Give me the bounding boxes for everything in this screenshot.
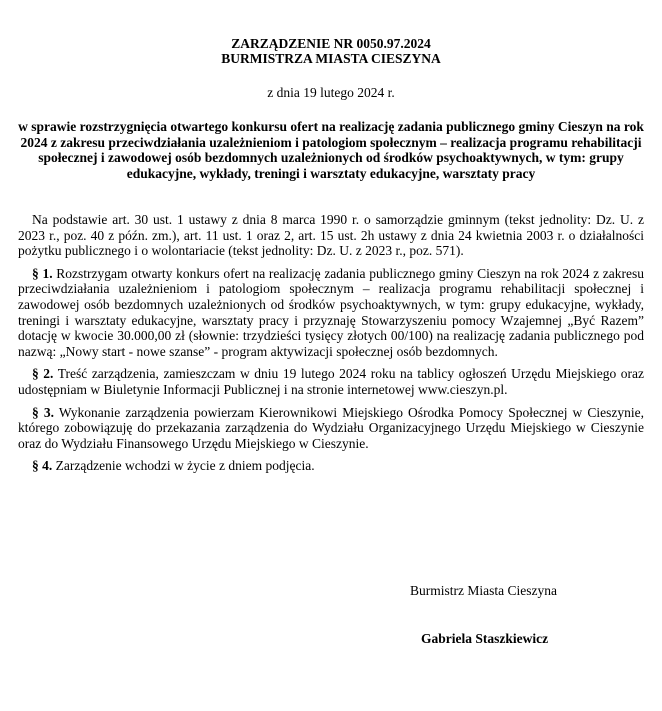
paragraph-number: § 3. [32,404,54,420]
signature-name: Gabriela Staszkiewicz [421,631,549,646]
document-date: z dnia 19 lutego 2024 r. [267,85,395,100]
document-body [18,212,644,481]
document-subject: w sprawie rozstrzygnięcia otwartego konkursu ofert na realizację zadania publicznego gminy Cieszyn na rok 2024 z zakresu przeciwdziałania uzależnieniom i patologiom społecznym – realizacja programu rehabilitacji społecznej i zawodowej osób bezdomnych uzależnionych od środków psychoaktywnych, w tym: grupy edukacyjne, wykłady, treningi i warsztaty edukacyjne, warsztaty pracy [18,119,644,181]
signature-title: Burmistrz Miasta Cieszyna [410,583,557,598]
paragraph-text: Rozstrzygam otwarty konkurs ofert na realizację zadania publicznego gminy Cieszyn na rok 2024 z zakresu przeciwdziałania uzależnieniom i patologiom społecznym – realizacja programu rehabilitacji społecznej i zawodowej osób bezdomnych uzależnionych od środków psychoaktywnych, w tym: grupy edukacyjne, wykłady, treningi i warsztaty edukacyjne, warsztaty pracy i przyznaję Stowarzyszeniu pomocy Wzajemnej „Być Razem” dotację w kwocie 30.000,00 zł (słownie: trzydzieści tysięcy złotych 00/100) na realizację zadania publicznego pod nazwą: „Nowy start - nowe szanse” - program aktywizacji społecznej osób bezdomnych. [18,265,645,359]
paragraph-text: Zarządzenie wchodzi w życie z dniem podjęcia. [52,458,315,474]
document-title: ZARZĄDZENIE NR 0050.97.2024 [231,36,431,51]
paragraph-text: Wykonanie zarządzenia powierzam Kierownikowi Miejskiego Ośrodka Pomocy Społecznej w Cieszynie, którego zobowiązuję do przekazania zarządzenia do Wydziału Organizacyjnego Urzędu Miejskiego w Cieszynie oraz do Wydziału Finansowego Urzędu Miejskiego w Cieszynie. [18,404,644,451]
paragraph-number: § 4. [32,458,53,474]
paragraph-1 [18,266,644,360]
document-header [0,36,662,66]
paragraph-text: Treść zarządzenia, zamieszczam w dniu 19 lutego 2024 roku na tablicy ogłoszeń Urzędu Miejskiego oraz udostępniam w Biuletynie Informacji Publicznej i na stronie internetowej www.cieszyn.pl. [18,366,644,397]
paragraph-2 [18,366,644,397]
paragraph-number: § 1. [32,265,53,281]
paragraph-4 [18,458,644,474]
document-issuer: BURMISTRZA MIASTA CIESZYNA [221,51,441,66]
preamble: Na podstawie art. 30 ust. 1 ustawy z dnia 8 marca 1990 r. o samorządzie gminnym (tekst jednolity: Dz. U. z 2023 r., poz. 40 z późn. zm.), art. 11 ust. 1 oraz 2, art. 15 ust. 2h ustawy z dnia 24 kwietnia 2003 r. o działalności pożytku publicznego i o wolontariacie (tekst jednolity: Dz. U. z 2023 r., poz. 571). [18,212,644,259]
paragraph-3 [18,405,644,452]
paragraph-number: § 2. [32,366,54,382]
